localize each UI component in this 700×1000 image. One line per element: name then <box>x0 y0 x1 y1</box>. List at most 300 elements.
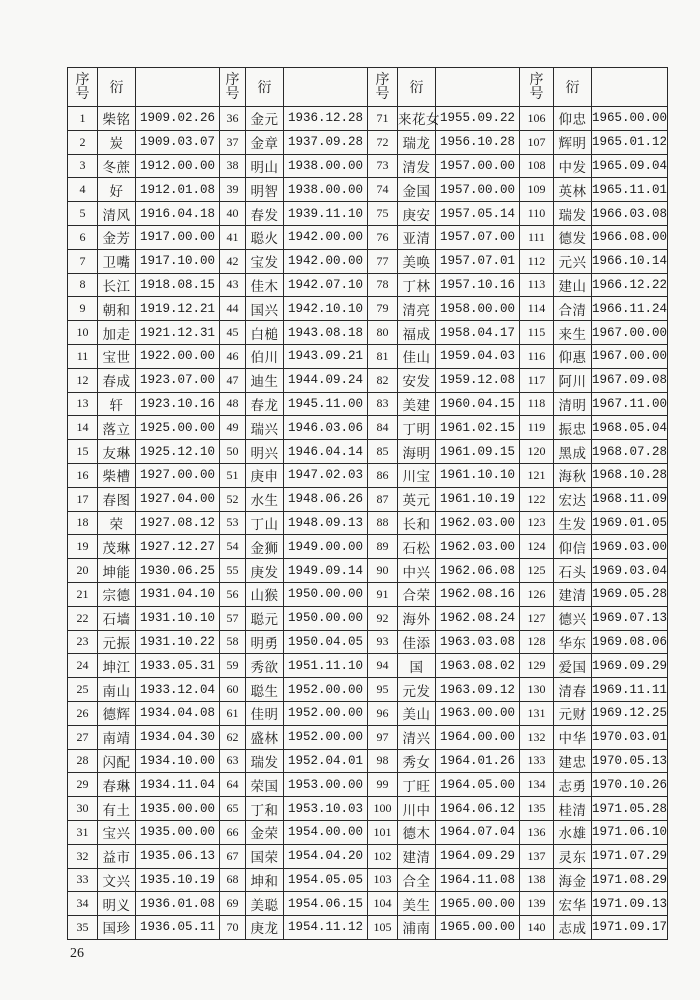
entry-name: 春龙 <box>246 392 284 416</box>
entry-seq: 90 <box>368 559 398 583</box>
entry-seq: 73 <box>368 154 398 178</box>
entry-seq: 102 <box>368 844 398 868</box>
entry-seq: 28 <box>68 749 98 773</box>
entry-seq: 31 <box>68 820 98 844</box>
entry-seq: 33 <box>68 868 98 892</box>
entry-date: 1966.12.22 <box>592 273 668 297</box>
entry-name: 明智 <box>246 178 284 202</box>
entry-seq: 72 <box>368 130 398 154</box>
entry-date: 1969.12.25 <box>592 701 668 725</box>
entry-name: 春图 <box>98 487 136 511</box>
entry-name: 瑞发 <box>246 749 284 773</box>
entry-name: 庚龙 <box>246 916 284 940</box>
entry-seq: 109 <box>520 178 554 202</box>
entry-name: 闪配 <box>98 749 136 773</box>
entry-name: 清发 <box>398 154 436 178</box>
entry-name: 中发 <box>554 154 592 178</box>
entry-name: 阿川 <box>554 368 592 392</box>
entry-seq: 108 <box>520 154 554 178</box>
entry-seq: 10 <box>68 321 98 345</box>
entry-seq: 62 <box>220 725 246 749</box>
entry-seq: 103 <box>368 868 398 892</box>
entry-name: 丁和 <box>246 797 284 821</box>
entry-name: 长江 <box>98 273 136 297</box>
entry-seq: 84 <box>368 416 398 440</box>
entry-date: 1927.04.00 <box>136 487 220 511</box>
entry-name: 佳山 <box>398 344 436 368</box>
entry-name: 海秋 <box>554 463 592 487</box>
entry-name: 柴槽 <box>98 463 136 487</box>
entry-seq: 119 <box>520 416 554 440</box>
entry-name: 山猴 <box>246 582 284 606</box>
entry-seq: 59 <box>220 654 246 678</box>
entry-seq: 3 <box>68 154 98 178</box>
entry-date: 1946.04.14 <box>284 440 368 464</box>
entry-name: 合荣 <box>398 582 436 606</box>
entry-name: 庚安 <box>398 202 436 226</box>
entry-name: 佳明 <box>246 701 284 725</box>
entry-name: 瑞龙 <box>398 130 436 154</box>
entry-name: 灵东 <box>554 844 592 868</box>
entry-date: 1935.06.13 <box>136 844 220 868</box>
entry-date: 1957.00.00 <box>436 178 520 202</box>
entry-name: 佳添 <box>398 630 436 654</box>
entry-name: 德兴 <box>554 606 592 630</box>
entry-seq: 55 <box>220 559 246 583</box>
entry-name: 聪生 <box>246 678 284 702</box>
entry-name: 美生 <box>398 892 436 916</box>
entry-name: 振忠 <box>554 416 592 440</box>
table-row <box>68 107 668 131</box>
table-row <box>68 773 668 797</box>
entry-name: 金荣 <box>246 820 284 844</box>
entry-seq: 66 <box>220 820 246 844</box>
entry-name: 建忠 <box>554 749 592 773</box>
entry-seq: 107 <box>520 130 554 154</box>
entry-seq: 16 <box>68 463 98 487</box>
entry-name: 福成 <box>398 321 436 345</box>
table-row <box>68 344 668 368</box>
table-row <box>68 844 668 868</box>
entry-date: 1937.09.28 <box>284 130 368 154</box>
entry-seq: 126 <box>520 582 554 606</box>
entry-seq: 64 <box>220 773 246 797</box>
header-date-3 <box>436 68 520 107</box>
entry-date: 1954.04.20 <box>284 844 368 868</box>
table-row <box>68 678 668 702</box>
entry-name: 美聪 <box>246 892 284 916</box>
table-row <box>68 725 668 749</box>
header-seq-char: 号 <box>529 86 544 102</box>
entry-name: 瑞兴 <box>246 416 284 440</box>
entry-name: 仰惠 <box>554 344 592 368</box>
entry-name: 合全 <box>398 868 436 892</box>
entry-name: 柴铭 <box>98 107 136 131</box>
entry-seq: 121 <box>520 463 554 487</box>
entry-name: 美山 <box>398 701 436 725</box>
entry-name: 明兴 <box>246 440 284 464</box>
entry-name: 宝兴 <box>98 820 136 844</box>
entry-name: 庚发 <box>246 559 284 583</box>
entry-date: 1964.06.12 <box>436 797 520 821</box>
entry-seq: 82 <box>368 368 398 392</box>
table-row <box>68 416 668 440</box>
entry-name: 炭 <box>98 130 136 154</box>
entry-name: 安发 <box>398 368 436 392</box>
entry-date: 1931.10.22 <box>136 630 220 654</box>
entry-name: 清兴 <box>398 725 436 749</box>
table-row <box>68 606 668 630</box>
entry-name: 德木 <box>398 820 436 844</box>
entry-date: 1957.05.14 <box>436 202 520 226</box>
entry-seq: 79 <box>368 297 398 321</box>
table-row <box>68 535 668 559</box>
entry-seq: 96 <box>368 701 398 725</box>
entry-name: 瑞发 <box>554 202 592 226</box>
entry-name: 聪元 <box>246 606 284 630</box>
entry-date: 1959.12.08 <box>436 368 520 392</box>
entry-date: 1917.00.00 <box>136 225 220 249</box>
entry-date: 1943.09.21 <box>284 344 368 368</box>
entry-name: 德发 <box>554 225 592 249</box>
entry-date: 1919.12.21 <box>136 297 220 321</box>
entry-name: 美建 <box>398 392 436 416</box>
entry-date: 1971.07.29 <box>592 844 668 868</box>
entry-date: 1969.07.13 <box>592 606 668 630</box>
table-row <box>68 559 668 583</box>
entry-name: 华东 <box>554 630 592 654</box>
entry-name: 石头 <box>554 559 592 583</box>
entry-date: 1957.07.01 <box>436 249 520 273</box>
entry-date: 1942.10.10 <box>284 297 368 321</box>
entry-date: 1942.07.10 <box>284 273 368 297</box>
entry-date: 1962.08.16 <box>436 582 520 606</box>
entry-name: 仰信 <box>554 535 592 559</box>
entry-name: 春成 <box>98 368 136 392</box>
entry-date: 1963.03.08 <box>436 630 520 654</box>
entry-date: 1966.08.00 <box>592 225 668 249</box>
entry-seq: 128 <box>520 630 554 654</box>
entry-name: 秀欲 <box>246 654 284 678</box>
entry-seq: 137 <box>520 844 554 868</box>
entry-date: 1970.03.01 <box>592 725 668 749</box>
entry-date: 1968.07.28 <box>592 440 668 464</box>
entry-date: 1968.05.04 <box>592 416 668 440</box>
entry-seq: 86 <box>368 463 398 487</box>
entry-date: 1966.10.14 <box>592 249 668 273</box>
entry-date: 1945.11.00 <box>284 392 368 416</box>
entry-seq: 129 <box>520 654 554 678</box>
entry-name: 水生 <box>246 487 284 511</box>
table-row <box>68 582 668 606</box>
entry-name: 好 <box>98 178 136 202</box>
entry-seq: 12 <box>68 368 98 392</box>
entry-name: 迪生 <box>246 368 284 392</box>
entry-seq: 25 <box>68 678 98 702</box>
entry-name: 建清 <box>554 582 592 606</box>
entry-seq: 44 <box>220 297 246 321</box>
entry-date: 1954.05.05 <box>284 868 368 892</box>
entry-date: 1969.03.00 <box>592 535 668 559</box>
entry-seq: 104 <box>368 892 398 916</box>
entry-name: 建山 <box>554 273 592 297</box>
entry-date: 1969.03.04 <box>592 559 668 583</box>
entry-seq: 42 <box>220 249 246 273</box>
entry-date: 1964.09.29 <box>436 844 520 868</box>
entry-name: 石墙 <box>98 606 136 630</box>
entry-date: 1950.00.00 <box>284 582 368 606</box>
entry-seq: 32 <box>68 844 98 868</box>
entry-date: 1952.00.00 <box>284 678 368 702</box>
table-row <box>68 511 668 535</box>
entry-name: 元振 <box>98 630 136 654</box>
entry-name: 庚申 <box>246 463 284 487</box>
entry-date: 1923.10.16 <box>136 392 220 416</box>
entry-name: 长和 <box>398 511 436 535</box>
entry-date: 1953.10.03 <box>284 797 368 821</box>
entry-date: 1966.03.08 <box>592 202 668 226</box>
entry-name: 仰忠 <box>554 107 592 131</box>
entry-name: 来花女 <box>398 107 436 131</box>
entry-seq: 23 <box>68 630 98 654</box>
entry-seq: 135 <box>520 797 554 821</box>
entry-date: 1933.12.04 <box>136 678 220 702</box>
entry-seq: 37 <box>220 130 246 154</box>
entry-name: 川中 <box>398 797 436 821</box>
entry-name: 国兴 <box>246 297 284 321</box>
entry-seq: 2 <box>68 130 98 154</box>
header-seq-char: 序 <box>225 72 240 88</box>
entry-seq: 15 <box>68 440 98 464</box>
entry-date: 1966.11.24 <box>592 297 668 321</box>
table-row <box>68 630 668 654</box>
entry-seq: 120 <box>520 440 554 464</box>
entry-date: 1954.00.00 <box>284 820 368 844</box>
table-row <box>68 868 668 892</box>
entry-name: 辉明 <box>554 130 592 154</box>
entry-seq: 54 <box>220 535 246 559</box>
entry-name: 美唤 <box>398 249 436 273</box>
table-row <box>68 321 668 345</box>
entry-seq: 116 <box>520 344 554 368</box>
entry-seq: 75 <box>368 202 398 226</box>
entry-date: 1944.09.24 <box>284 368 368 392</box>
entry-name: 冬蔗 <box>98 154 136 178</box>
entry-seq: 6 <box>68 225 98 249</box>
entry-seq: 92 <box>368 606 398 630</box>
header-name-1: 衍 <box>98 68 136 107</box>
table-row <box>68 368 668 392</box>
entry-date: 1948.09.13 <box>284 511 368 535</box>
entry-date: 1955.09.22 <box>436 107 520 131</box>
entry-name: 有土 <box>98 797 136 821</box>
entry-seq: 27 <box>68 725 98 749</box>
entry-seq: 20 <box>68 559 98 583</box>
entry-date: 1962.03.00 <box>436 511 520 535</box>
genealogy-table <box>67 67 668 940</box>
entry-name: 元财 <box>554 701 592 725</box>
entry-name: 秀女 <box>398 749 436 773</box>
entry-name: 宗德 <box>98 582 136 606</box>
entry-date: 1962.08.24 <box>436 606 520 630</box>
entry-seq: 38 <box>220 154 246 178</box>
entry-name: 落立 <box>98 416 136 440</box>
entry-date: 1971.05.28 <box>592 797 668 821</box>
entry-name: 石松 <box>398 535 436 559</box>
entry-date: 1956.10.28 <box>436 130 520 154</box>
entry-name: 中兴 <box>398 559 436 583</box>
entry-date: 1918.08.15 <box>136 273 220 297</box>
entry-seq: 112 <box>520 249 554 273</box>
entry-seq: 71 <box>368 107 398 131</box>
entry-date: 1964.11.08 <box>436 868 520 892</box>
entry-seq: 30 <box>68 797 98 821</box>
entry-date: 1949.09.14 <box>284 559 368 583</box>
entry-date: 1925.12.10 <box>136 440 220 464</box>
entry-name: 南靖 <box>98 725 136 749</box>
entry-date: 1963.09.12 <box>436 678 520 702</box>
entry-name: 明山 <box>246 154 284 178</box>
entry-seq: 13 <box>68 392 98 416</box>
entry-seq: 43 <box>220 273 246 297</box>
header-name-4: 衍 <box>554 68 592 107</box>
entry-seq: 131 <box>520 701 554 725</box>
entry-seq: 48 <box>220 392 246 416</box>
table-row <box>68 916 668 940</box>
entry-name: 轩 <box>98 392 136 416</box>
entry-seq: 46 <box>220 344 246 368</box>
entry-seq: 36 <box>220 107 246 131</box>
entry-seq: 68 <box>220 868 246 892</box>
entry-seq: 22 <box>68 606 98 630</box>
entry-name: 金章 <box>246 130 284 154</box>
entry-name: 明义 <box>98 892 136 916</box>
entry-date: 1950.04.05 <box>284 630 368 654</box>
entry-name: 浦南 <box>398 916 436 940</box>
entry-date: 1968.11.09 <box>592 487 668 511</box>
table-row <box>68 487 668 511</box>
entry-date: 1967.09.08 <box>592 368 668 392</box>
entry-seq: 94 <box>368 654 398 678</box>
entry-seq: 113 <box>520 273 554 297</box>
entry-date: 1963.00.00 <box>436 701 520 725</box>
entry-date: 1942.00.00 <box>284 225 368 249</box>
table-row <box>68 820 668 844</box>
entry-date: 1931.04.10 <box>136 582 220 606</box>
entry-seq: 60 <box>220 678 246 702</box>
entry-date: 1912.01.08 <box>136 178 220 202</box>
entry-date: 1923.07.00 <box>136 368 220 392</box>
entry-date: 1965.00.00 <box>436 892 520 916</box>
entry-seq: 88 <box>368 511 398 535</box>
entry-name: 朝和 <box>98 297 136 321</box>
entry-date: 1947.02.03 <box>284 463 368 487</box>
entry-seq: 52 <box>220 487 246 511</box>
entry-seq: 39 <box>220 178 246 202</box>
entry-name: 川宝 <box>398 463 436 487</box>
entry-name: 英元 <box>398 487 436 511</box>
entry-seq: 7 <box>68 249 98 273</box>
entry-seq: 115 <box>520 321 554 345</box>
entry-seq: 76 <box>368 225 398 249</box>
table-row <box>68 797 668 821</box>
entry-date: 1935.10.19 <box>136 868 220 892</box>
entry-seq: 111 <box>520 225 554 249</box>
entry-name: 建清 <box>398 844 436 868</box>
entry-date: 1927.00.00 <box>136 463 220 487</box>
entry-name: 国荣 <box>246 844 284 868</box>
entry-date: 1969.01.05 <box>592 511 668 535</box>
entry-seq: 123 <box>520 511 554 535</box>
entry-name: 宏达 <box>554 487 592 511</box>
header-seq-char: 序 <box>375 72 390 88</box>
table-row <box>68 392 668 416</box>
entry-seq: 8 <box>68 273 98 297</box>
entry-seq: 114 <box>520 297 554 321</box>
entry-name: 元发 <box>398 678 436 702</box>
entry-date: 1963.08.02 <box>436 654 520 678</box>
entry-date: 1964.00.00 <box>436 725 520 749</box>
entry-name: 卫嘴 <box>98 249 136 273</box>
header-name-3: 衍 <box>398 68 436 107</box>
entry-date: 1912.00.00 <box>136 154 220 178</box>
entry-name: 爱国 <box>554 654 592 678</box>
entry-date: 1934.04.30 <box>136 725 220 749</box>
entry-seq: 105 <box>368 916 398 940</box>
header-seq-4 <box>520 68 554 107</box>
entry-seq: 133 <box>520 749 554 773</box>
table-header-row <box>68 68 668 107</box>
entry-date: 1942.00.00 <box>284 249 368 273</box>
entry-seq: 61 <box>220 701 246 725</box>
header-seq-char: 号 <box>75 86 90 102</box>
entry-date: 1971.09.17 <box>592 916 668 940</box>
entry-seq: 139 <box>520 892 554 916</box>
entry-date: 1969.11.11 <box>592 678 668 702</box>
entry-name: 金国 <box>398 178 436 202</box>
entry-date: 1951.11.10 <box>284 654 368 678</box>
entry-name: 益市 <box>98 844 136 868</box>
entry-seq: 91 <box>368 582 398 606</box>
entry-date: 1965.01.12 <box>592 130 668 154</box>
entry-name: 明勇 <box>246 630 284 654</box>
entry-name: 荣国 <box>246 773 284 797</box>
header-date-1 <box>136 68 220 107</box>
entry-date: 1925.00.00 <box>136 416 220 440</box>
entry-date: 1969.09.29 <box>592 654 668 678</box>
entry-seq: 77 <box>368 249 398 273</box>
entry-name: 清明 <box>554 392 592 416</box>
header-date-4 <box>592 68 668 107</box>
entry-seq: 29 <box>68 773 98 797</box>
entry-seq: 95 <box>368 678 398 702</box>
entry-seq: 53 <box>220 511 246 535</box>
entry-seq: 101 <box>368 820 398 844</box>
entry-date: 1957.10.16 <box>436 273 520 297</box>
entry-name: 文兴 <box>98 868 136 892</box>
entry-name: 金元 <box>246 107 284 131</box>
entry-date: 1952.00.00 <box>284 701 368 725</box>
entry-date: 1965.11.01 <box>592 178 668 202</box>
entry-seq: 51 <box>220 463 246 487</box>
entry-name: 志成 <box>554 916 592 940</box>
entry-date: 1946.03.06 <box>284 416 368 440</box>
entry-date: 1931.10.10 <box>136 606 220 630</box>
page-number: 26 <box>70 946 84 961</box>
entry-name: 丁明 <box>398 416 436 440</box>
entry-name: 志勇 <box>554 773 592 797</box>
entry-seq: 35 <box>68 916 98 940</box>
